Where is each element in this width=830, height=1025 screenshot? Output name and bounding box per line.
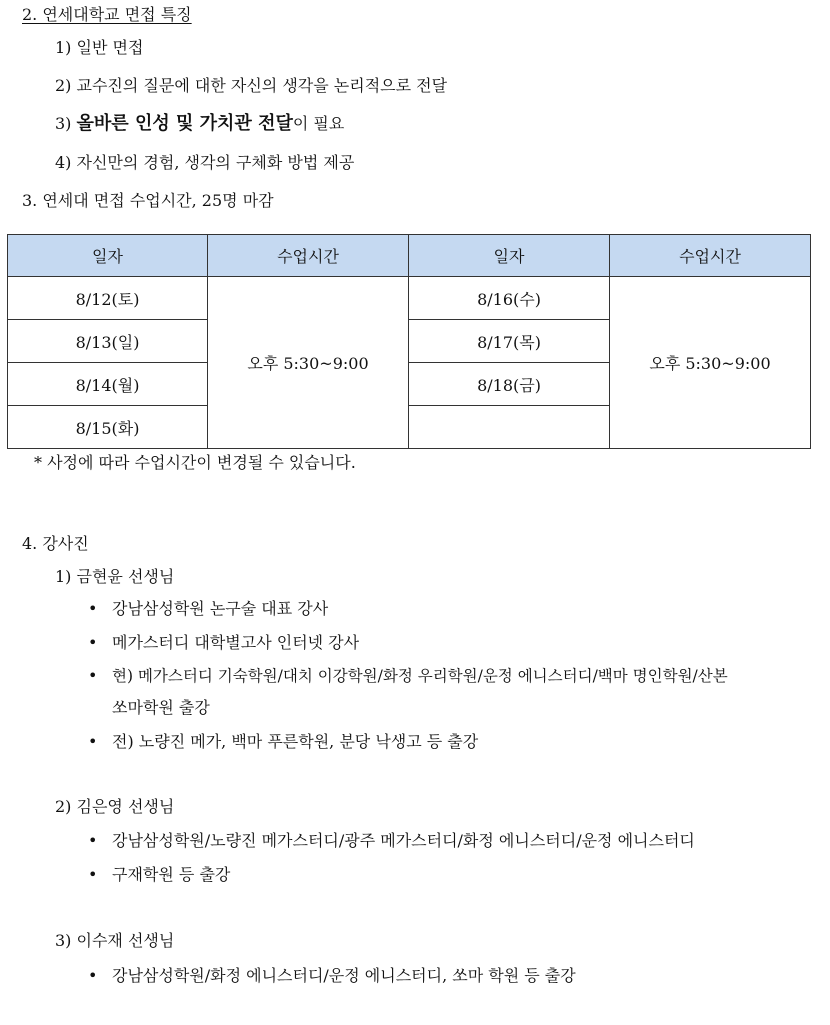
date-cell: 8/13(일) bbox=[8, 320, 208, 363]
date-cell: 8/15(화) bbox=[8, 406, 208, 449]
section-2-item-1 bbox=[55, 37, 143, 59]
teacher-1-title bbox=[55, 566, 174, 588]
list-item-text: 현) 메가스터디 기숙학원/대치 이강학원/화정 우리학원/운정 에니스터디/백마 명인학원/산본 bbox=[112, 667, 728, 685]
schedule-table bbox=[7, 234, 811, 449]
section-3-heading: 3. 연세대 면접 수업시간, 25명 마감 bbox=[22, 191, 274, 210]
teacher-number: 2) bbox=[55, 797, 72, 816]
item-emphasis: 올바른 인성 및 가치관 전달 bbox=[76, 113, 293, 134]
teacher-2-title bbox=[55, 796, 174, 818]
date-cell-empty bbox=[409, 406, 610, 449]
schedule-note: * 사정에 따라 수업시간이 변경될 수 있습니다. bbox=[34, 453, 356, 472]
date-cell: 8/16(수) bbox=[409, 277, 610, 320]
teacher-3-title bbox=[55, 930, 174, 952]
item-text: 이 필요 bbox=[292, 114, 345, 133]
header-time: 수업시간 bbox=[610, 235, 811, 277]
section-2-heading: 2. 연세대학교 면접 특징 bbox=[22, 5, 192, 24]
bullet-icon: • bbox=[88, 831, 98, 850]
bullet-icon: • bbox=[88, 599, 98, 618]
item-number: 1) bbox=[55, 38, 72, 57]
section-2-item-3 bbox=[55, 113, 344, 135]
item-number: 3) bbox=[55, 114, 72, 133]
section-2-item-2 bbox=[55, 75, 447, 97]
list-item-text: 메가스터디 대학별고사 인터넷 강사 bbox=[112, 633, 360, 652]
teacher-number: 1) bbox=[55, 567, 72, 586]
header-date: 일자 bbox=[409, 235, 610, 277]
list-item-text: 구재학원 등 출강 bbox=[112, 865, 231, 884]
header-time: 수업시간 bbox=[208, 235, 409, 277]
item-text: 자신만의 경험, 생각의 구체화 방법 제공 bbox=[76, 153, 355, 172]
section-4-heading: 4. 강사진 bbox=[22, 534, 89, 553]
bullet-icon: • bbox=[88, 865, 98, 884]
teacher-name: 이수재 선생님 bbox=[76, 931, 175, 950]
item-number: 2) bbox=[55, 76, 72, 95]
table-row bbox=[8, 277, 811, 320]
teacher-number: 3) bbox=[55, 931, 72, 950]
table-header-row bbox=[8, 235, 811, 277]
item-text: 교수진의 질문에 대한 자신의 생각을 논리적으로 전달 bbox=[76, 76, 448, 95]
list-item-text: 강남삼성학원 논구술 대표 강사 bbox=[112, 599, 329, 618]
list-item-text: 강남삼성학원/화정 에니스터디/운정 에니스터디, 쏘마 학원 등 출강 bbox=[112, 966, 576, 985]
section-2-item-4 bbox=[55, 152, 354, 174]
date-cell: 8/14(월) bbox=[8, 363, 208, 406]
date-cell: 8/17(목) bbox=[409, 320, 610, 363]
teacher-name: 금현윤 선생님 bbox=[76, 567, 175, 586]
date-cell: 8/18(금) bbox=[409, 363, 610, 406]
list-item-text: 강남삼성학원/노량진 메가스터디/광주 메가스터디/화정 에니스터디/운정 에니스터디 bbox=[112, 831, 695, 850]
list-item-text: 쏘마학원 출강 bbox=[112, 698, 210, 717]
date-cell: 8/12(토) bbox=[8, 277, 208, 320]
bullet-icon: • bbox=[88, 732, 98, 751]
header-date: 일자 bbox=[8, 235, 208, 277]
time-cell: 오후 5:30~9:00 bbox=[610, 277, 811, 449]
bullet-icon: • bbox=[88, 633, 98, 652]
bullet-icon: • bbox=[88, 966, 98, 985]
item-text: 일반 면접 bbox=[76, 38, 144, 57]
time-cell: 오후 5:30~9:00 bbox=[208, 277, 409, 449]
list-item-text: 전) 노량진 메가, 백마 푸른학원, 분당 낙생고 등 출강 bbox=[112, 732, 479, 751]
item-number: 4) bbox=[55, 153, 72, 172]
teacher-name: 김은영 선생님 bbox=[76, 797, 175, 816]
bullet-icon: • bbox=[88, 666, 98, 685]
